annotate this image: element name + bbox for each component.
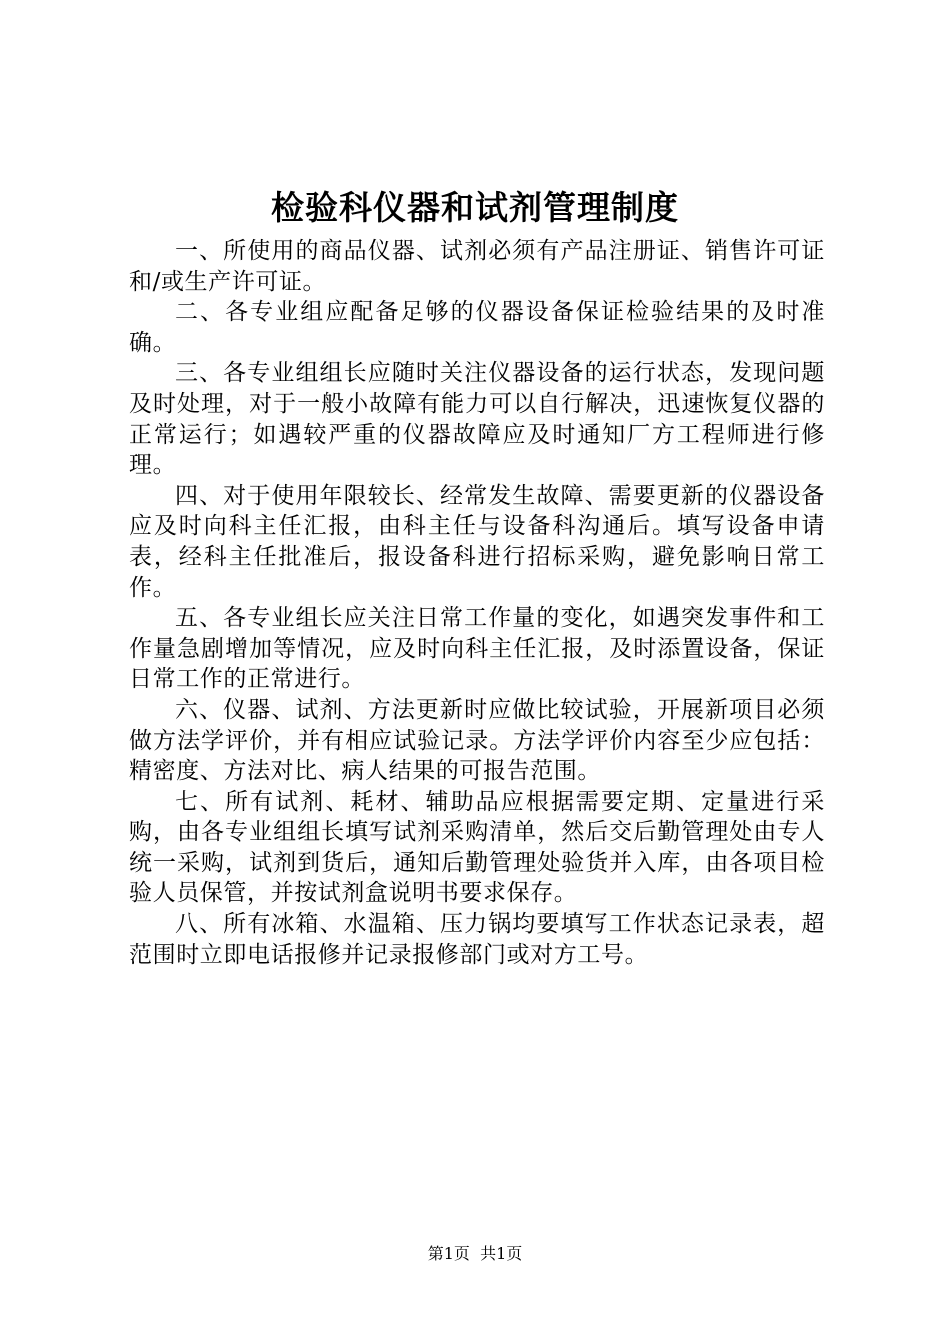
page-number: 第1页 [427, 1244, 470, 1263]
document-body [129, 236, 825, 970]
footer-separator [470, 1244, 480, 1263]
page-title: 检验科仪器和试剂管理制度 [271, 188, 679, 227]
paragraph-7: 七、所有试剂、耗材、辅助品应根据需要定期、定量进行采购，由各专业组组长填写试剂采购清单，然后交后勤管理处由专人统一采购，试剂到货后，通知后勤管理处验货并入库，由各项目检验人员保管，并按试剂盒说明书要求保存。 [129, 788, 825, 907]
paragraph-2: 二、各专业组应配备足够的仪器设备保证检验结果的及时准确。 [129, 299, 825, 356]
paragraph-4: 四、对于使用年限较长、经常发生故障、需要更新的仪器设备应及时向科主任汇报，由科主任与设备科沟通后。填写设备申请表，经科主任批准后，报设备科进行招标采购，避免影响日常工作。 [129, 482, 825, 601]
paragraph-8: 八、所有冰箱、水温箱、压力锅均要填写工作状态记录表，超范围时立即电话报修并记录报修部门或对方工号。 [129, 911, 825, 968]
page-footer [0, 1244, 950, 1264]
paragraph-1: 一、所使用的商品仪器、试剂必须有产品注册证、销售许可证和/或生产许可证。 [129, 238, 825, 295]
paragraph-3: 三、各专业组组长应随时关注仪器设备的运行状态，发现问题及时处理，对于一般小故障有能力可以自行解决，迅速恢复仪器的正常运行；如遇较严重的仪器故障应及时通知厂方工程师进行修理。 [129, 360, 825, 479]
paragraph-6: 六、仪器、试剂、方法更新时应做比较试验，开展新项目必须做方法学评价，并有相应试验记录。方法学评价内容至少应包括：精密度、方法对比、病人结果的可报告范围。 [129, 696, 825, 785]
paragraph-5: 五、各专业组长应关注日常工作量的变化，如遇突发事件和工作量急剧增加等情况，应及时向科主任汇报，及时添置设备，保证日常工作的正常进行。 [129, 605, 825, 693]
page-total: 共1页 [480, 1244, 523, 1263]
